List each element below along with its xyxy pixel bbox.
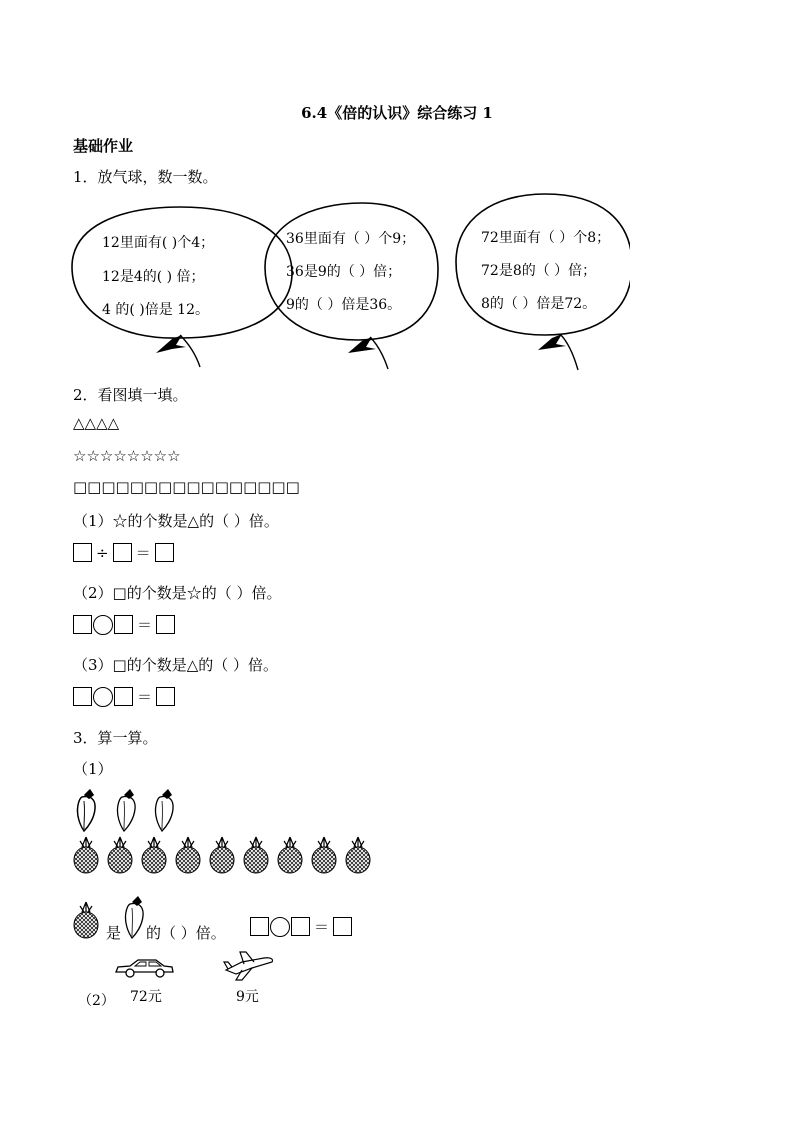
pineapple-icon (74, 837, 98, 873)
pineapple-icon (142, 837, 166, 873)
car-price: 72元 (130, 989, 162, 1005)
question-2-label: 2．看图填一填。 (73, 386, 188, 404)
balloon-1-line-1: 12里面有( )个4； (102, 235, 215, 251)
equals-sign: ＝ (137, 688, 153, 706)
pineapple-icon (176, 837, 200, 873)
answer-box[interactable] (73, 615, 92, 634)
pineapple-icon (244, 837, 268, 873)
equation-2-1 (73, 542, 174, 563)
balloon-1 (72, 207, 292, 367)
question-3-sub-1: （1） (73, 760, 113, 778)
sentence-rest: 的（ ）倍。 (146, 924, 226, 942)
answer-box[interactable] (156, 615, 175, 634)
pepper-icon (155, 789, 173, 831)
answer-box[interactable] (333, 917, 352, 936)
airplane-icon (222, 948, 276, 982)
answer-box[interactable] (73, 687, 92, 706)
plane-price: 9元 (236, 989, 259, 1005)
pepper-icon (117, 789, 135, 831)
section-heading: 基础作业 (73, 137, 134, 155)
pineapple-icon (278, 837, 302, 873)
balloon-3-line-1: 72里面有（ ）个8； (481, 230, 611, 246)
equation-3-1 (250, 916, 352, 937)
balloon-2-line-2: 36是9的（ ）倍； (286, 264, 402, 280)
operator-circle[interactable] (270, 917, 290, 937)
balloon-2-line-3: 9的（ ）倍是36。 (286, 297, 402, 313)
question-1-label: 1．放气球，数一数。 (73, 168, 218, 186)
answer-box[interactable] (291, 917, 310, 936)
answer-box[interactable] (250, 917, 269, 936)
sentence-is: 是 (106, 924, 122, 942)
answer-box[interactable] (114, 615, 133, 634)
pineapple-icon (72, 900, 102, 942)
balloon-3-line-3: 8的（ ）倍是72。 (481, 296, 597, 312)
triangle-row: △△△△ (73, 414, 120, 432)
answer-box[interactable] (156, 687, 175, 706)
question-3-sub-2: （2） (78, 993, 115, 1009)
balloon-3 (450, 190, 630, 375)
pineapple-icon (108, 837, 132, 873)
pineapple-icon (312, 837, 336, 873)
answer-box[interactable] (155, 543, 174, 562)
operator-circle[interactable] (93, 615, 113, 635)
equation-2-2 (73, 614, 175, 635)
operator-circle[interactable] (93, 687, 113, 707)
square-row: □□□□□□□□□□□□□□□□ (73, 478, 300, 496)
pepper-row (72, 785, 382, 835)
balloon-2-line-1: 36里面有（ ）个9； (286, 231, 416, 247)
answer-box[interactable] (73, 543, 92, 562)
pineapple-row (72, 835, 382, 877)
equation-2-3 (73, 686, 175, 707)
balloon-1-line-2: 12是4的( ) 倍； (102, 269, 205, 285)
answer-box[interactable] (114, 687, 133, 706)
divide-sign: ÷ (96, 543, 109, 562)
star-row: ☆☆☆☆☆☆☆☆ (73, 447, 181, 465)
pineapple-icon (210, 837, 234, 873)
question-2-sub-2: （2）□的个数是☆的（ ）倍。 (73, 584, 282, 602)
balloon-group (60, 195, 460, 375)
equals-sign: ＝ (137, 616, 153, 634)
pepper-icon (120, 892, 146, 940)
equals-sign: ＝ (314, 918, 330, 936)
question-2-sub-3: （3）□的个数是△的（ ）倍。 (73, 656, 279, 674)
page-title: 6.4《倍的认识》综合练习 1 (301, 104, 493, 122)
car-icon (112, 956, 176, 980)
pineapple-icon (346, 837, 370, 873)
answer-box[interactable] (113, 543, 132, 562)
question-3-label: 3．算一算。 (73, 729, 158, 747)
equals-sign: ＝ (135, 544, 151, 562)
balloon-1-line-3: 4 的( )倍是 12。 (102, 302, 209, 318)
question-2-sub-1: （1）☆的个数是△的（ ）倍。 (73, 512, 279, 530)
balloon-3-line-2: 72是8的（ ）倍； (481, 263, 597, 279)
